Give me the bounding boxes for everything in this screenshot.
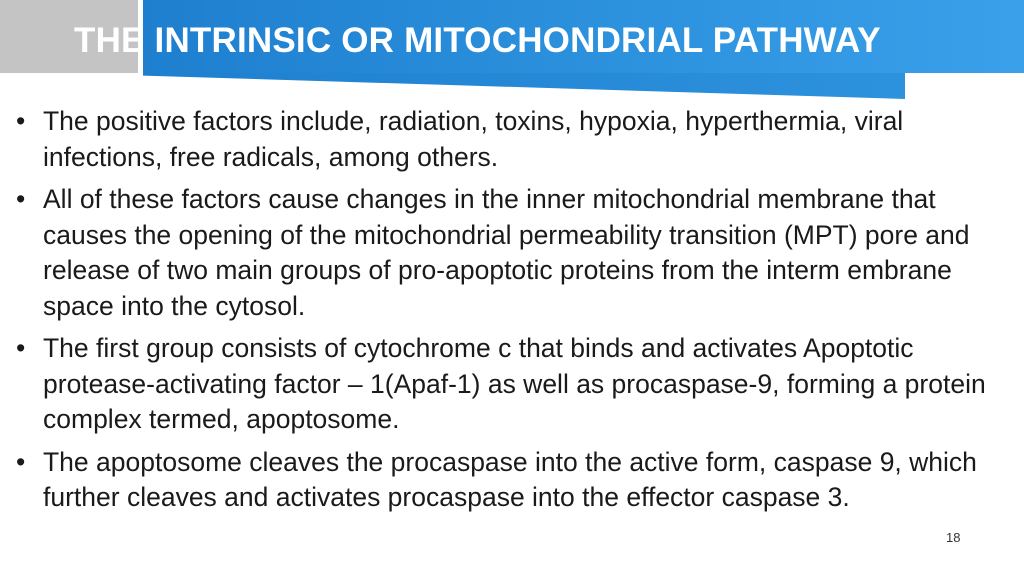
- bullet-text: All of these factors cause changes in the inner mitochondrial membrane that causes the opening of the mitochondrial permeability transition (MPT) pore and release of two main groups of pro-apoptotic proteins from the interm embrane space into the cytosol.: [43, 184, 970, 321]
- bullet-dot-icon: •: [16, 333, 26, 363]
- page-number: 18: [946, 530, 961, 545]
- bullet-dot-icon: •: [16, 184, 26, 214]
- bullet-dot-icon: •: [16, 106, 26, 136]
- slide-title: THE INTRINSIC OR MITOCHONDRIAL PATHWAY: [74, 21, 881, 60]
- bullet-item: [16, 331, 1016, 438]
- bullet-text: The positive factors include, radiation, toxins, hypoxia, hyperthermia, viral infections, free radicals, among others.: [43, 106, 904, 172]
- bullet-text: The apoptosome cleaves the procaspase into the active form, caspase 9, which further cleaves and activates procaspase into the effector caspase 3.: [43, 446, 977, 512]
- bullet-list: [16, 104, 1016, 523]
- bullet-item: [16, 104, 1016, 175]
- bullet-dot-icon: •: [16, 446, 26, 477]
- bullet-item: [16, 182, 1016, 324]
- header-blue-tab: [143, 73, 905, 99]
- bullet-text: The first group consists of cytochrome c that binds and activates Apoptotic protease-activating factor – 1(Apaf-1) as well as procaspase-9, forming a protein complex termed, apoptosome.: [43, 333, 986, 434]
- bullet-item: [16, 445, 1016, 516]
